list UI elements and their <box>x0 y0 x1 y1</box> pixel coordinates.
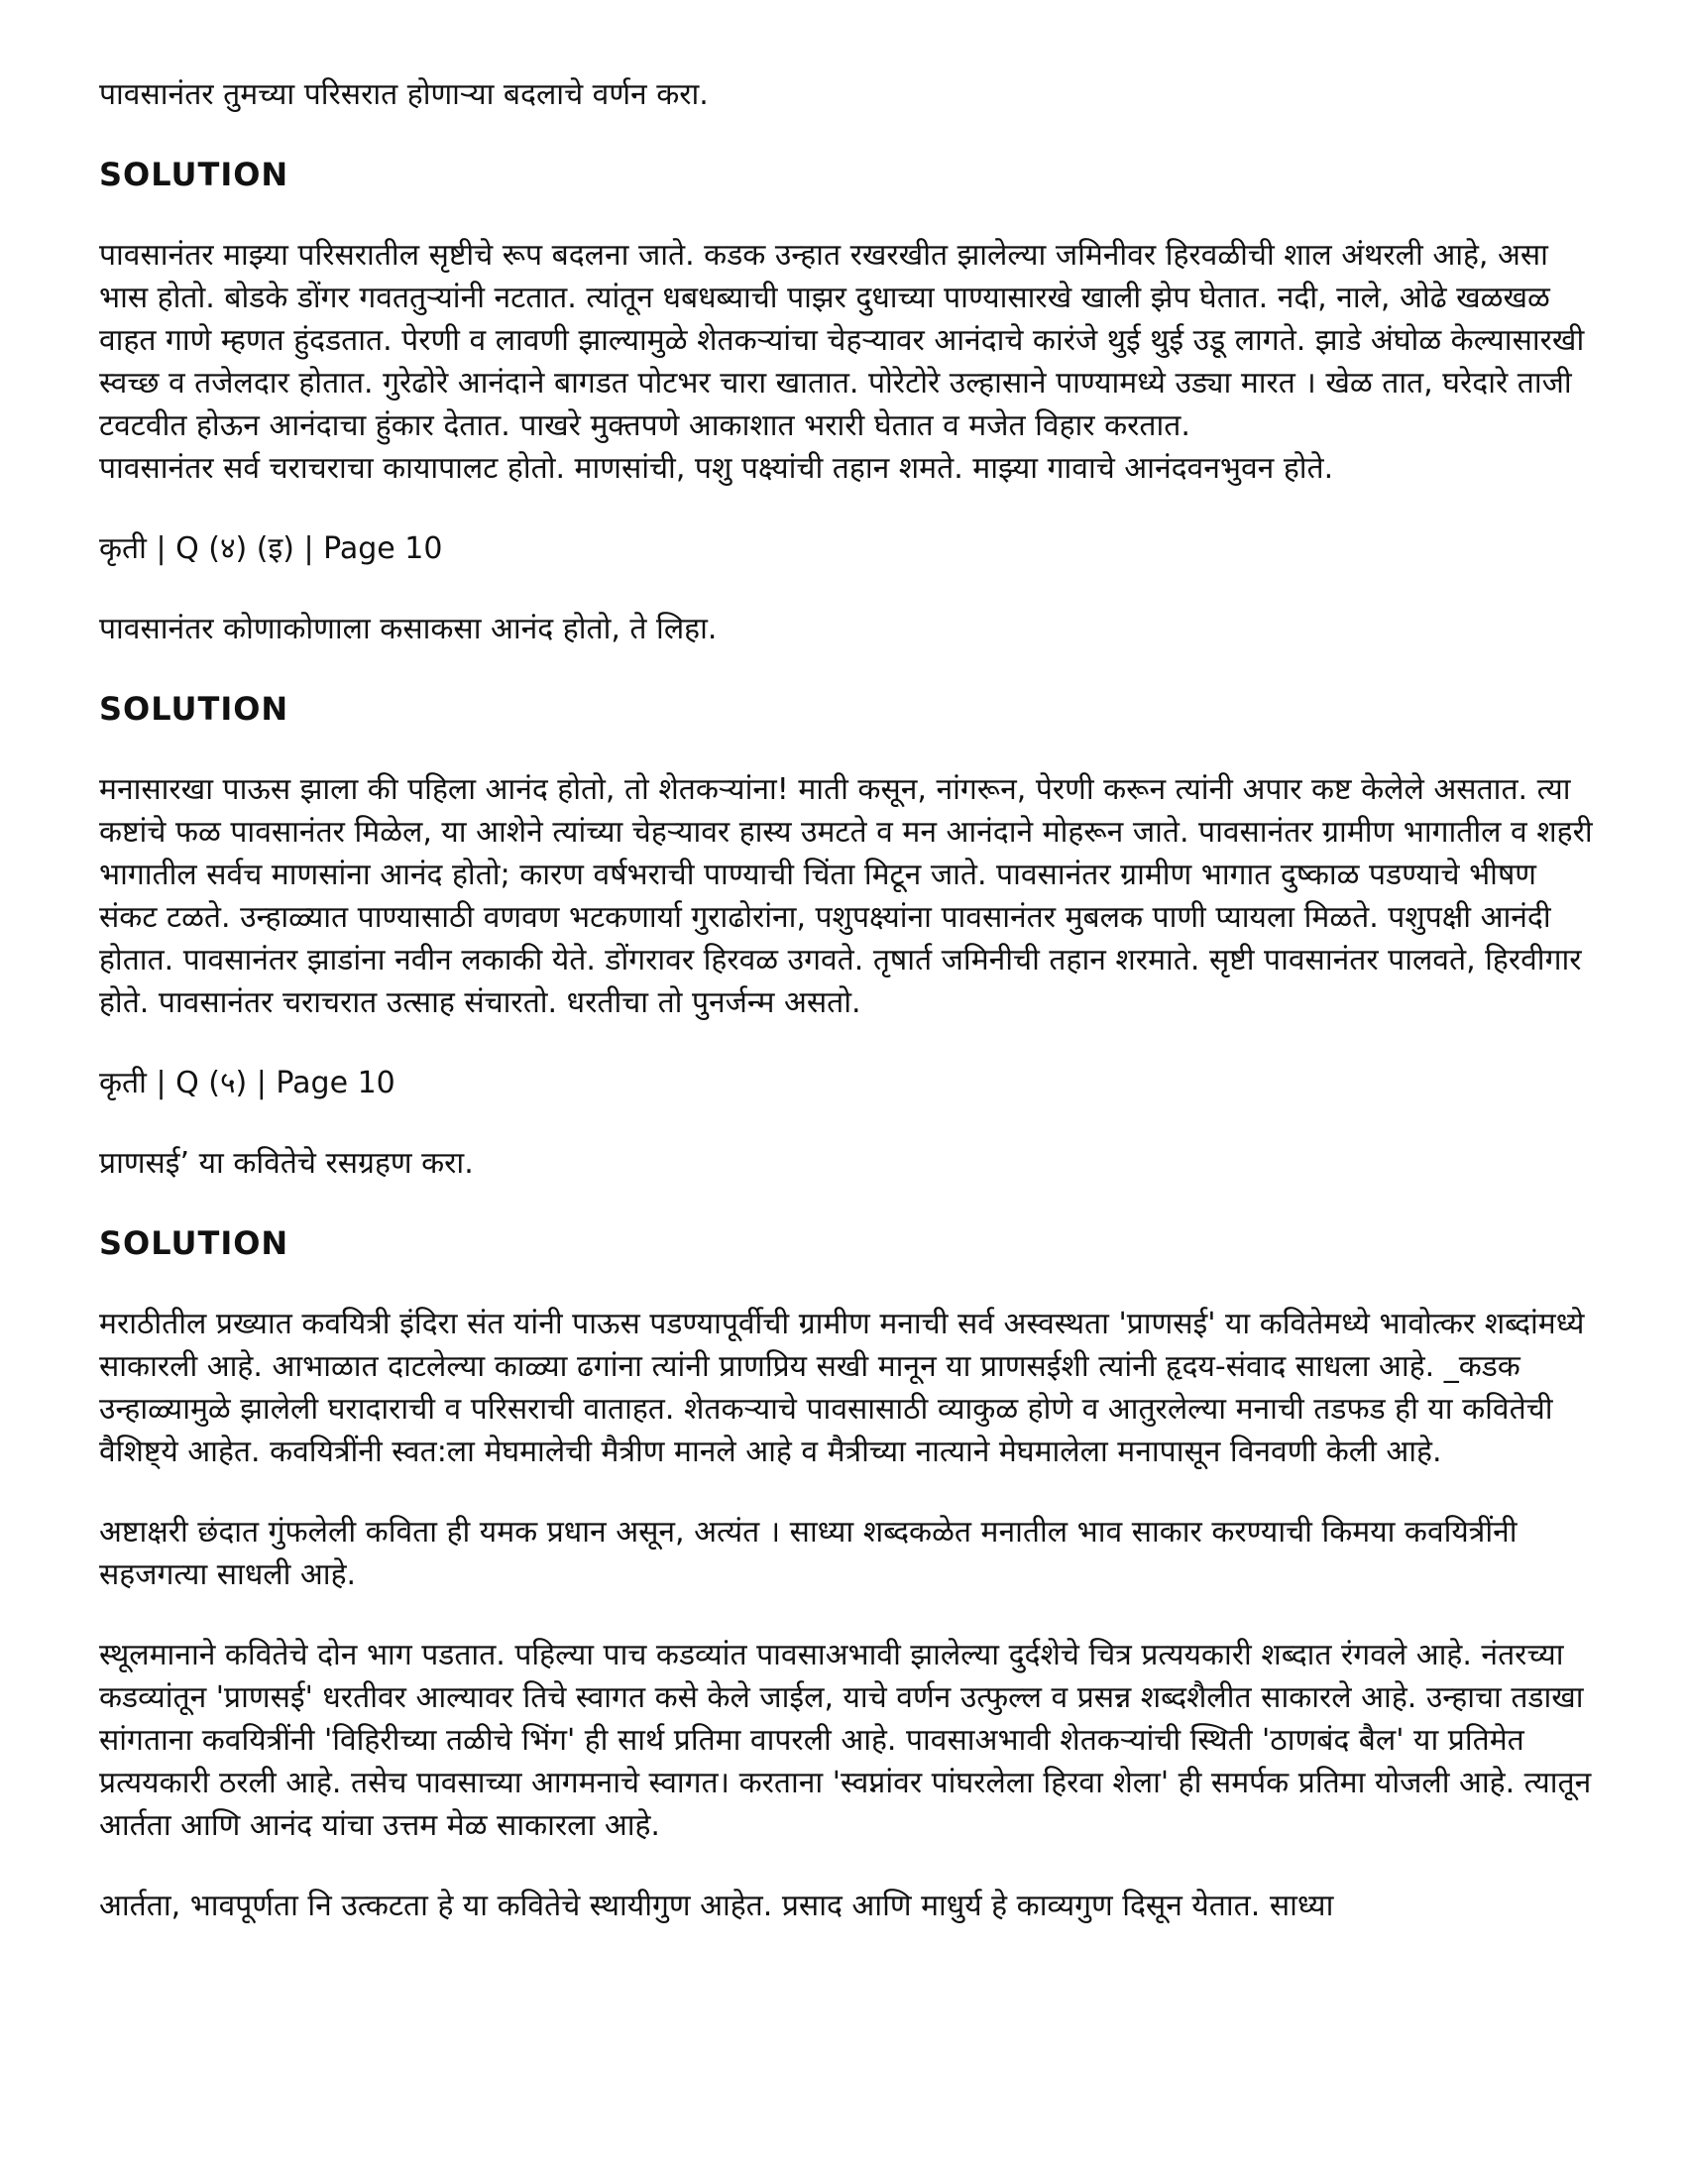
question-reference: कृती | Q (४) (इ) | Page 10 <box>99 531 443 566</box>
solution-paragraph: पावसानंतर सर्व चराचराचा कायापालट होतो. माणसांची, पशु पक्ष्यांची तहान शमते. माझ्या गावाचे आनंदवनभुवन होते. <box>99 451 1334 486</box>
solution-body <box>99 234 1596 490</box>
document-page <box>99 73 1596 1927</box>
solution-body <box>99 1303 1596 1927</box>
solution-paragraph: मनासारखा पाऊस झाला की पहिला आनंद होतो, तो शेतकऱ्यांना! माती कसून, नांगरून, पेरणी करून त्यांनी अपार कष्ट केलेले असतात. त्या कष्टांचे फळ पावसानंतर मिळेल, या आशेने त्यांच्या चेहऱ्यावर हास्य उमटते व मन आनंदाने मोहरून जाते. पावसानंतर ग्रामीण भागातील व शहरी भागातील सर्वच माणसांना आनंद होतो; कारण वर्षभराची पाण्याची चिंता मिटून जाते. पावसानंतर ग्रामीण भागात दुष्काळ पडण्याचे भीषण संकट टळते. उन्हाळ्यात पाण्यासाठी वणवण भटकणार्या गुराढोरांना, पशुपक्ष्यांना पावसानंतर मुबलक पाणी प्यायला मिळते. पशुपक्षी आनंदी होतात. पावसानंतर झाडांना नवीन लकाकी येते. डोंगरावर हिरवळ उगवते. तृषार्त जमिनीची तहान शरमाते. सृष्टी पावसानंतर पालवते, हिरवीगार होते. पावसानंतर चराचरात उत्साह संचारतो. धरतीचा तो पुनर्जन्म असतो. <box>99 772 1593 1020</box>
solution-heading: SOLUTION <box>99 690 289 728</box>
question-reference: कृती | Q (५) | Page 10 <box>99 1066 395 1100</box>
solution-paragraph: स्थूलमानाने कवितेचे दोन भाग पडतात. पहिल्या पाच कडव्यांत पावसाअभावी झालेल्या दुर्दशेचे चित्र प्रत्ययकारी शब्दात रंगवले आहे. नंतरच्या कडव्यांतून 'प्राणसई' धरतीवर आल्यावर तिचे स्वागत कसे केले जाईल, याचे वर्णन उत्फुल्ल व प्रसन्न शब्दशैलीत साकारले आहे. उन्हाचा तडाखा सांगताना कवयित्रींनी 'विहिरीच्या तळीचे भिंग' ही सार्थ प्रतिमा वापरली आहे. पावसाअभावी शेतकऱ्यांची स्थिती 'ठाणबंद बैल' या प्रतिमेत प्रत्ययकारी ठरली आहे. तसेच पावसाच्या आगमनाचे स्वागत। करताना 'स्वप्नांवर पांघरलेला हिरवा शेला' ही समर्पक प्रतिमा योजली आहे. त्यातून आर्तता आणि आनंद यांचा उत्तम मेळ साकारला आहे. <box>99 1638 1592 1843</box>
solution-paragraph: पावसानंतर माझ्या परिसरातील सृष्टीचे रूप बदलना जाते. कडक उन्हात रखरखीत झालेल्या जमिनीवर हिरवळीची शाल अंथरली आहे, असा भास होतो. बोडके डोंगर गवततुऱ्यांनी नटतात. त्यांतून धबधब्याची पाझर दुधाच्या पाण्यासारखे खाली झेप घेतात. नदी, नाले, ओढे खळखळ वाहत गाणे म्हणत हुंदडतात. पेरणी व लावणी झाल्यामुळे शेतकऱ्यांचा चेहऱ्यावर आनंदाचे कारंजे थुई थुई उडू लागते. झाडे अंघोळ केल्यासारखी स्वच्छ व तजेलदार होतात. गुरेढोरे आनंदाने बागडत पोटभर चारा खातात. पोरेटोरे उल्हासाने पाण्यामध्ये उड्या मारत । खेळ तात, घरेदारे ताजी टवटवीत होऊन आनंदाचा हुंकार देतात. पाखरे मुक्तपणे आकाशात भरारी घेतात व मजेत विहार करतात. <box>99 238 1585 443</box>
question-text: प्राणसई’ या कवितेचे रसग्रहण करा. <box>99 1146 474 1181</box>
solution-paragraph: आर्तता, भावपूर्णता नि उत्कटता हे या कवितेचे स्थायीगुण आहेत. प्रसाद आणि माधुर्य हे काव्यगुण दिसून येतात. साध्या <box>99 1889 1334 1923</box>
solution-heading: SOLUTION <box>99 156 289 193</box>
solution-paragraph: मराठीतील प्रख्यात कवयित्री इंदिरा संत यांनी पाऊस पडण्यापूर्वीची ग्रामीण मनाची सर्व अस्वस्थता 'प्राणसई' या कवितेमध्ये भावोत्कर शब्दांमध्ये साकारली आहे. आभाळात दाटलेल्या काळ्या ढगांना त्यांनी प्राणप्रिय सखी मानून या प्राणसईशी त्यांनी हृदय-संवाद साधला आहे. _कडक उन्हाळ्यामुळे झालेली घरादाराची व परिसराची वाताहत. शेतकऱ्याचे पावसासाठी व्याकुळ होणे व आतुरलेल्या मनाची तडफड ही या कवितेची वैशिष्ट्ये आहेत. कवयित्रींनी स्वत:ला मेघमालेची मैत्रीण मानले आहे व मैत्रीच्या नात्याने मेघमालेला मनापासून विनवणी केली आहे. <box>99 1307 1585 1469</box>
question-text: पावसानंतर तुमच्या परिसरात होणाऱ्या बदलाचे वर्णन करा. <box>99 77 709 112</box>
solution-heading: SOLUTION <box>99 1224 289 1262</box>
solution-body <box>99 768 1596 1024</box>
solution-paragraph: अष्टाक्षरी छंदात गुंफलेली कविता ही यमक प्रधान असून, अत्यंत । साध्या शब्दकळेत मनातील भाव साकार करण्याची किमया कवयित्रींनी सहजगत्या साधली आहे. <box>99 1515 1518 1592</box>
question-text: पावसानंतर कोणाकोणाला कसाकसा आनंद होतो, ते लिहा. <box>99 612 718 646</box>
